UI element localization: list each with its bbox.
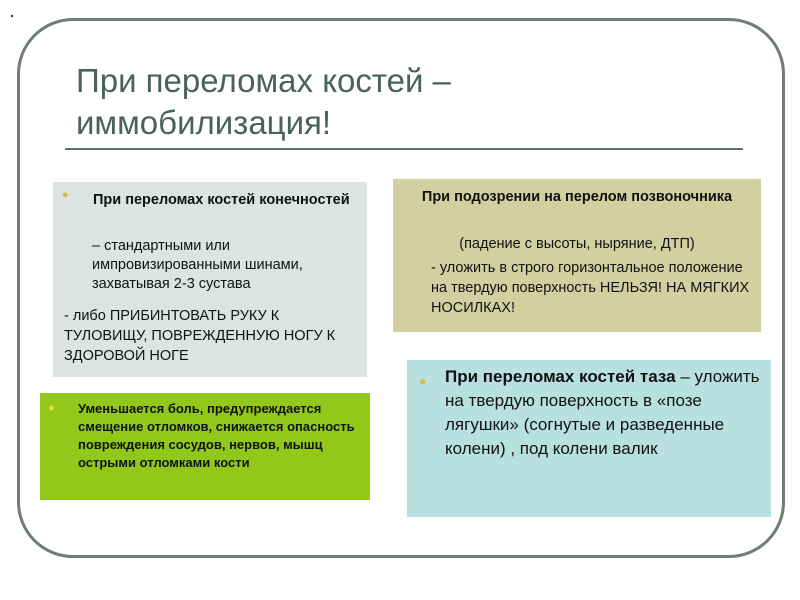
- bullet-icon: ●: [62, 189, 69, 201]
- pelvis-instructions: – уложить на твердую поверхность в «позе лягушки» (согнутые и разведенные колени) , под колени валик: [445, 367, 760, 458]
- pelvis-heading: При переломах костей таза: [445, 367, 676, 386]
- slide-title-line-2: иммобилизация!: [76, 104, 332, 141]
- spine-heading: При подозрении на перелом позвоночника: [421, 189, 733, 205]
- spine-fracture-box: [393, 179, 761, 332]
- limbs-fracture-box: [53, 182, 367, 377]
- benefits-text: Уменьшается боль, предупреждается смещение отломков, снижается опасность повреждения сосудов, нервов, мышц острыми отломками кости: [78, 401, 355, 470]
- spine-instructions: - уложить в строго горизонтальное положение на твердую поверхность НЕЛЬЗЯ! НА МЯГКИХ НОСИЛКАХ!: [431, 260, 750, 316]
- bullet-icon: ●: [48, 402, 55, 414]
- slide-title: [76, 60, 756, 144]
- corner-dot: [11, 15, 13, 17]
- benefits-box: [40, 393, 370, 500]
- title-divider: [65, 148, 743, 150]
- pelvis-text: [445, 365, 765, 461]
- bullet-icon: ●: [419, 374, 427, 388]
- pelvis-fracture-box: [407, 360, 771, 517]
- limbs-splint-text: – стандартными или импровизированными шинами, захватывая 2-3 сустава: [92, 238, 303, 292]
- spine-causes: (падение с высоты, ныряние, ДТП): [459, 236, 695, 252]
- limbs-heading: При переломах костей конечностей: [93, 192, 350, 208]
- limbs-bandage-text: - либо ПРИБИНТОВАТЬ РУКУ К ТУЛОВИЩУ, ПОВРЕЖДЕННУЮ НОГУ К ЗДОРОВОЙ НОГЕ: [64, 308, 336, 364]
- slide-title-line-1: При переломах костей –: [76, 62, 451, 99]
